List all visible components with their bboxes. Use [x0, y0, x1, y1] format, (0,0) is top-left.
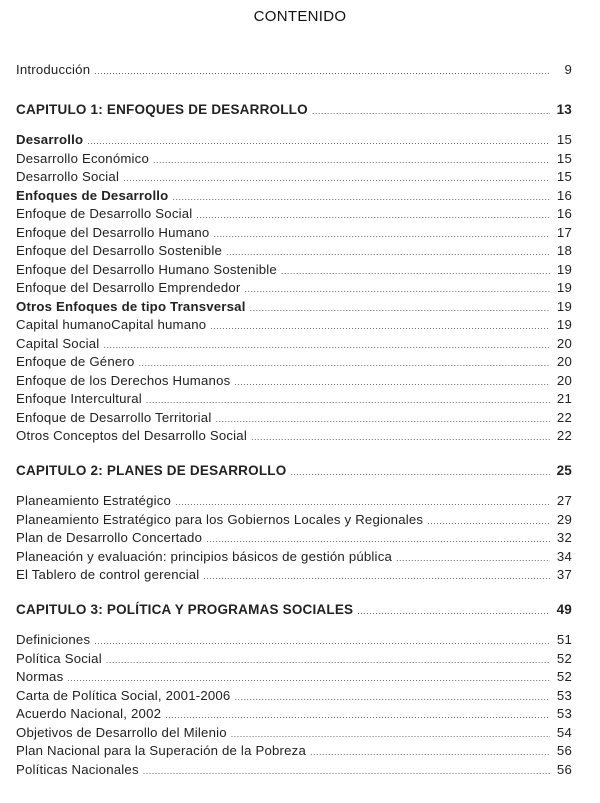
page-number: 54	[556, 724, 572, 740]
entry-title: El Tablero de control gerencial	[16, 567, 200, 582]
entry-title: Objetivos de Desarrollo del Milenio	[16, 724, 227, 740]
entry-title: Enfoque del Desarrollo Sostenible	[16, 243, 223, 258]
entry-title: Desarrollo Económico	[16, 150, 149, 166]
dot-leader	[290, 463, 550, 482]
toc-entry[interactable]	[16, 390, 572, 409]
page-number: 56	[556, 761, 572, 777]
page-title: CONTENIDO	[253, 8, 347, 25]
toc-entry[interactable]	[16, 372, 572, 391]
entry-title: Desarrollo	[16, 132, 84, 147]
toc-entry[interactable]	[16, 492, 572, 511]
dot-leader	[67, 669, 550, 688]
page-number: 13	[556, 101, 572, 117]
entry-title: Acuerdo Nacional, 2002	[16, 706, 162, 721]
page-number: 52	[556, 669, 572, 684]
page-number: 22	[556, 428, 572, 443]
toc-entry[interactable]	[16, 742, 572, 761]
dot-leader	[106, 651, 550, 670]
dot-leader	[94, 62, 550, 81]
toc-entry[interactable]	[16, 566, 572, 585]
page-number: 22	[556, 409, 572, 425]
entry-title: Planeamiento Estratégico	[16, 493, 172, 508]
dot-leader	[245, 280, 550, 299]
toc-entry[interactable]	[16, 279, 572, 298]
table-of-contents	[16, 61, 572, 795]
entry-title: CAPITULO 3: POLÍTICA Y PROGRAMAS SOCIALES	[16, 601, 354, 617]
entry-title: Plan de Desarrollo Concertado	[16, 530, 203, 545]
entry-title: Definiciones	[16, 632, 91, 647]
page-number: 56	[556, 743, 572, 758]
dot-leader	[215, 410, 550, 429]
dot-leader	[357, 602, 550, 621]
dot-leader	[103, 336, 550, 355]
dot-leader	[281, 262, 550, 281]
entry-title: Política Social	[16, 650, 102, 666]
entry-title: Carta de Política Social, 2001-2006	[16, 687, 231, 703]
toc-entry[interactable]	[16, 650, 572, 669]
entry-title: Enfoque de los Derechos Humanos	[16, 372, 231, 388]
chapter-heading[interactable]	[16, 601, 572, 620]
page-number: 19	[556, 261, 572, 277]
toc-entry[interactable]	[16, 427, 572, 446]
entry-title: Enfoque de Desarrollo Territorial	[16, 409, 212, 425]
dot-leader	[234, 688, 550, 707]
page-number: 52	[556, 650, 572, 666]
dot-leader	[123, 169, 550, 188]
entry-title: Introducción	[16, 62, 91, 77]
page-number: 20	[556, 372, 572, 388]
dot-leader	[87, 132, 550, 151]
page-number: 15	[556, 150, 572, 166]
entry-title: Enfoque de Género	[16, 354, 135, 369]
toc-entry[interactable]	[16, 242, 572, 261]
dot-leader	[234, 373, 550, 392]
entry-title: Planeamiento Estratégico para los Gobiernos Locales y Regionales	[16, 511, 424, 527]
toc-entry[interactable]	[16, 631, 572, 650]
entry-title: CAPITULO 2: PLANES DE DESARROLLO	[16, 462, 287, 478]
toc-entry[interactable]	[16, 511, 572, 530]
entry-title: Enfoques de Desarrollo	[16, 187, 169, 203]
page-number: 51	[556, 632, 572, 647]
entry-title: Capital humanoCapital humano	[16, 317, 207, 332]
toc-entry[interactable]	[16, 261, 572, 280]
dot-leader	[172, 188, 550, 207]
dot-leader	[139, 354, 550, 373]
dot-leader	[312, 102, 550, 121]
page-number: 49	[556, 601, 572, 617]
toc-entry[interactable]	[16, 409, 572, 428]
toc-entry[interactable]	[16, 150, 572, 169]
toc-entry[interactable]	[16, 61, 572, 80]
dot-leader	[175, 493, 550, 512]
toc-entry[interactable]	[16, 316, 572, 335]
page-number: 32	[556, 530, 572, 545]
dot-leader	[213, 225, 550, 244]
dot-leader	[143, 762, 550, 781]
dot-leader	[210, 317, 550, 336]
dot-leader	[251, 428, 550, 447]
entry-title: Otros Conceptos del Desarrollo Social	[16, 428, 247, 443]
entry-title: CAPITULO 1: ENFOQUES DE DESARROLLO	[16, 101, 308, 117]
toc-entry[interactable]	[16, 687, 572, 706]
toc-entry[interactable]	[16, 205, 572, 224]
dot-leader	[94, 632, 550, 651]
toc-entry[interactable]	[16, 353, 572, 372]
page-number: 19	[556, 298, 572, 314]
entry-title: Enfoque del Desarrollo Emprendedor	[16, 280, 241, 295]
dot-leader	[165, 706, 550, 725]
toc-entry[interactable]	[16, 724, 572, 743]
dot-leader	[226, 243, 550, 262]
page-number: 19	[556, 317, 572, 332]
page-number: 9	[564, 62, 572, 77]
entry-title: Normas	[16, 669, 64, 684]
page-number: 20	[556, 354, 572, 369]
dot-leader	[427, 512, 550, 531]
page-number: 16	[556, 187, 572, 203]
entry-title: Plan Nacional para la Superación de la Pobreza	[16, 743, 306, 758]
entry-title: Desarrollo Social	[16, 169, 120, 184]
page-number: 21	[556, 391, 572, 406]
page-number: 53	[556, 706, 572, 721]
entry-title: Capital Social	[16, 335, 100, 351]
toc-entry[interactable]	[16, 529, 572, 548]
entry-title: Enfoque de Desarrollo Social	[16, 206, 193, 221]
entry-title: Enfoque del Desarrollo Humano Sostenible	[16, 261, 277, 277]
entry-title: Enfoque Intercultural	[16, 391, 142, 406]
toc-entry[interactable]	[16, 131, 572, 150]
page-number: 29	[556, 511, 572, 527]
page-number: 16	[556, 206, 572, 221]
entry-title: Políticas Nacionales	[16, 761, 139, 777]
dot-leader	[231, 725, 550, 744]
dot-leader	[196, 206, 550, 225]
toc-entry[interactable]	[16, 668, 572, 687]
entry-title: Enfoque del Desarrollo Humano	[16, 224, 210, 240]
toc-entry[interactable]	[16, 705, 572, 724]
chapter-heading[interactable]	[16, 462, 572, 481]
toc-entry[interactable]	[16, 548, 572, 567]
dot-leader	[206, 530, 550, 549]
dot-leader	[153, 151, 550, 170]
page-number: 53	[556, 687, 572, 703]
page-number: 37	[556, 567, 572, 582]
toc-entry[interactable]	[16, 335, 572, 354]
dot-leader	[396, 549, 550, 568]
chapter-heading[interactable]	[16, 101, 572, 120]
page-number: 25	[556, 462, 572, 478]
dot-leader	[310, 743, 550, 762]
dot-leader	[250, 299, 550, 318]
page-number: 19	[556, 280, 572, 295]
toc-entry[interactable]	[16, 168, 572, 187]
page-number: 15	[556, 169, 572, 184]
page-number: 17	[556, 224, 572, 240]
page-number: 27	[556, 493, 572, 508]
toc-entry[interactable]	[16, 224, 572, 243]
entry-title: Otros Enfoques de tipo Transversal	[16, 298, 246, 314]
dot-leader	[203, 567, 550, 586]
toc-entry[interactable]	[16, 761, 572, 780]
page-number: 34	[556, 548, 572, 564]
page-number: 18	[556, 243, 572, 258]
toc-entry[interactable]	[16, 187, 572, 206]
entry-title: Planeación y evaluación: principios básicos de gestión pública	[16, 548, 393, 564]
dot-leader	[146, 391, 550, 410]
page-number: 20	[556, 335, 572, 351]
page-number: 15	[556, 132, 572, 147]
toc-entry[interactable]	[16, 298, 572, 317]
